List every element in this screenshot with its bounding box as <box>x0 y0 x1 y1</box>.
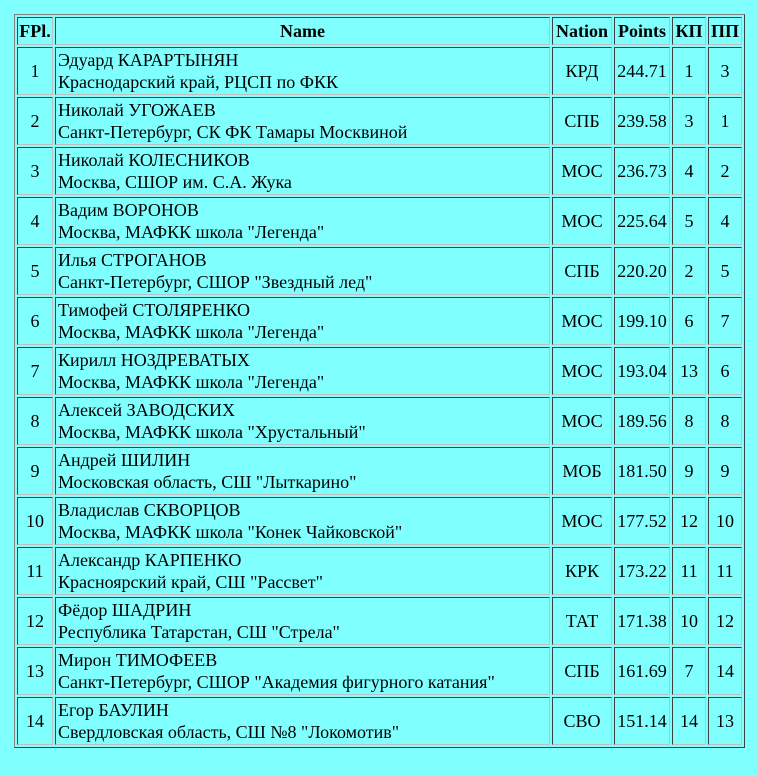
skater-name: Николай КОЛЕСНИКОВ <box>58 150 250 170</box>
skater-cell <box>55 297 550 345</box>
points-cell: 225.64 <box>614 197 670 245</box>
pp-cell: 1 <box>708 97 742 145</box>
kp-cell: 11 <box>672 547 706 595</box>
points-cell: 151.14 <box>614 697 670 745</box>
place-cell: 2 <box>17 97 53 145</box>
nation-cell: ТАТ <box>552 597 612 645</box>
place-cell: 6 <box>17 297 53 345</box>
place-cell: 10 <box>17 497 53 545</box>
nation-cell: МОБ <box>552 447 612 495</box>
table-row <box>17 197 742 245</box>
column-header-pp: ПП <box>708 17 742 45</box>
place-cell: 14 <box>17 697 53 745</box>
nation-cell: СПБ <box>552 647 612 695</box>
skater-cell <box>55 497 550 545</box>
pp-cell: 9 <box>708 447 742 495</box>
pp-cell: 12 <box>708 597 742 645</box>
points-cell: 239.58 <box>614 97 670 145</box>
table-row <box>17 697 742 745</box>
kp-cell: 1 <box>672 47 706 95</box>
header-row <box>17 17 742 45</box>
pp-cell: 5 <box>708 247 742 295</box>
table-row <box>17 147 742 195</box>
kp-cell: 5 <box>672 197 706 245</box>
kp-cell: 2 <box>672 247 706 295</box>
skater-club: Краснодарский край, РЦСП по ФКК <box>58 72 338 92</box>
table-row <box>17 97 742 145</box>
skater-name: Алексей ЗАВОДСКИХ <box>58 400 236 420</box>
skater-cell <box>55 547 550 595</box>
table-row <box>17 47 742 95</box>
place-cell: 5 <box>17 247 53 295</box>
place-cell: 12 <box>17 597 53 645</box>
skater-cell <box>55 447 550 495</box>
nation-cell: МОС <box>552 297 612 345</box>
skater-club: Красноярский край, СШ "Рассвет" <box>58 572 324 592</box>
skater-name: Мирон ТИМОФЕЕВ <box>58 650 218 670</box>
nation-cell: СПБ <box>552 247 612 295</box>
place-cell: 9 <box>17 447 53 495</box>
kp-cell: 3 <box>672 97 706 145</box>
points-cell: 171.38 <box>614 597 670 645</box>
skater-cell <box>55 147 550 195</box>
skater-cell <box>55 247 550 295</box>
skater-club: Москва, МАФКК школа "Легенда" <box>58 322 325 342</box>
column-header-name: Name <box>55 17 550 45</box>
skater-club: Свердловская область, СШ №8 "Локомотив" <box>58 722 400 742</box>
table-row <box>17 597 742 645</box>
column-header-kp: КП <box>672 17 706 45</box>
place-cell: 3 <box>17 147 53 195</box>
skater-cell <box>55 97 550 145</box>
place-cell: 13 <box>17 647 53 695</box>
skater-cell <box>55 647 550 695</box>
table-row <box>17 497 742 545</box>
nation-cell: МОС <box>552 197 612 245</box>
skater-club: Москва, МАФКК школа "Хрустальный" <box>58 422 366 442</box>
nation-cell: СПБ <box>552 97 612 145</box>
table-row <box>17 297 742 345</box>
pp-cell: 8 <box>708 397 742 445</box>
skater-name: Николай УГОЖАЕВ <box>58 100 216 120</box>
points-cell: 173.22 <box>614 547 670 595</box>
column-header-nation: Nation <box>552 17 612 45</box>
place-cell: 7 <box>17 347 53 395</box>
skater-cell <box>55 397 550 445</box>
table-row <box>17 247 742 295</box>
skater-club: Санкт-Петербург, СШОР "Академия фигурного катания" <box>58 672 495 692</box>
pp-cell: 7 <box>708 297 742 345</box>
skater-cell <box>55 597 550 645</box>
skater-cell <box>55 697 550 745</box>
skater-club: Санкт-Петербург, СШОР "Звездный лед" <box>58 272 373 292</box>
place-cell: 4 <box>17 197 53 245</box>
skater-name: Тимофей СТОЛЯРЕНКО <box>58 300 250 320</box>
nation-cell: МОС <box>552 497 612 545</box>
kp-cell: 8 <box>672 397 706 445</box>
nation-cell: КРД <box>552 47 612 95</box>
pp-cell: 4 <box>708 197 742 245</box>
nation-cell: СВО <box>552 697 612 745</box>
kp-cell: 14 <box>672 697 706 745</box>
place-cell: 8 <box>17 397 53 445</box>
pp-cell: 3 <box>708 47 742 95</box>
kp-cell: 12 <box>672 497 706 545</box>
skater-cell <box>55 47 550 95</box>
kp-cell: 10 <box>672 597 706 645</box>
skater-name: Вадим ВОРОНОВ <box>58 200 199 220</box>
kp-cell: 9 <box>672 447 706 495</box>
results-body <box>17 47 742 745</box>
skater-name: Владислав СКВОРЦОВ <box>58 500 241 520</box>
table-row <box>17 397 742 445</box>
table-row <box>17 347 742 395</box>
skater-name: Кирилл НОЗДРЕВАТЫХ <box>58 350 250 370</box>
column-header-points: Points <box>614 17 670 45</box>
skater-club: Москва, МАФКК школа "Легенда" <box>58 372 325 392</box>
points-cell: 161.69 <box>614 647 670 695</box>
points-cell: 193.04 <box>614 347 670 395</box>
skater-club: Республика Татарстан, СШ "Стрела" <box>58 622 340 642</box>
kp-cell: 7 <box>672 647 706 695</box>
column-header-fpl: FPl. <box>17 17 53 45</box>
skater-name: Фёдор ШАДРИН <box>58 600 192 620</box>
pp-cell: 6 <box>708 347 742 395</box>
skater-name: Андрей ШИЛИН <box>58 450 191 470</box>
table-row <box>17 447 742 495</box>
nation-cell: МОС <box>552 347 612 395</box>
pp-cell: 2 <box>708 147 742 195</box>
points-cell: 236.73 <box>614 147 670 195</box>
skater-name: Александр КАРПЕНКО <box>58 550 242 570</box>
points-cell: 199.10 <box>614 297 670 345</box>
skater-cell <box>55 347 550 395</box>
skater-club: Москва, СШОР им. С.А. Жука <box>58 172 292 192</box>
nation-cell: КРК <box>552 547 612 595</box>
points-cell: 181.50 <box>614 447 670 495</box>
results-table <box>14 14 745 748</box>
points-cell: 189.56 <box>614 397 670 445</box>
pp-cell: 11 <box>708 547 742 595</box>
skater-club: Санкт-Петербург, СК ФК Тамары Москвиной <box>58 122 408 142</box>
place-cell: 11 <box>17 547 53 595</box>
skater-cell <box>55 197 550 245</box>
pp-cell: 10 <box>708 497 742 545</box>
kp-cell: 6 <box>672 297 706 345</box>
skater-club: Москва, МАФКК школа "Легенда" <box>58 222 325 242</box>
skater-name: Илья СТРОГАНОВ <box>58 250 207 270</box>
points-cell: 220.20 <box>614 247 670 295</box>
kp-cell: 13 <box>672 347 706 395</box>
skater-club: Москва, МАФКК школа "Конек Чайковской" <box>58 522 403 542</box>
nation-cell: МОС <box>552 147 612 195</box>
nation-cell: МОС <box>552 397 612 445</box>
skater-name: Эдуард КАРАРТЫНЯН <box>58 50 239 70</box>
points-cell: 244.71 <box>614 47 670 95</box>
pp-cell: 13 <box>708 697 742 745</box>
skater-club: Московская область, СШ "Лыткарино" <box>58 472 357 492</box>
table-row <box>17 647 742 695</box>
skater-name: Егор БАУЛИН <box>58 700 169 720</box>
table-row <box>17 547 742 595</box>
pp-cell: 14 <box>708 647 742 695</box>
place-cell: 1 <box>17 47 53 95</box>
points-cell: 177.52 <box>614 497 670 545</box>
kp-cell: 4 <box>672 147 706 195</box>
